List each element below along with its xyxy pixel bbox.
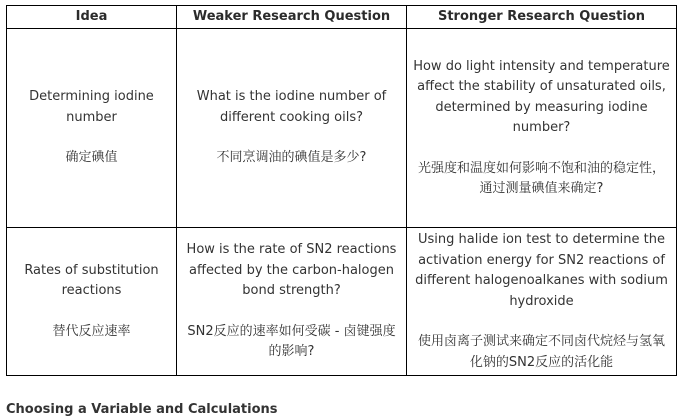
- header-idea: Idea: [7, 6, 177, 29]
- stronger-question-zh: 使用卤离子测试来确定不同卤代烷烃与氢氧化钠的SN2反应的活化能: [417, 334, 665, 370]
- stronger-question-en: Using halide ion test to determine the activation energy for SN2 reactions of different halogenoalkanes with sodium hydroxide: [415, 232, 668, 309]
- table-row: [7, 228, 677, 376]
- idea-cell: [7, 228, 177, 376]
- table-row: [7, 29, 677, 228]
- header-stronger-question: Stronger Research Question: [407, 6, 677, 29]
- idea-text-zh: 替代反应速率: [52, 323, 131, 339]
- idea-text-zh: 确定碘值: [65, 150, 118, 166]
- stronger-question-cell: [407, 29, 677, 228]
- stronger-question-cell: [407, 228, 677, 376]
- header-weaker-question: Weaker Research Question: [177, 6, 407, 29]
- idea-text-en: Rates of substitution reactions: [24, 262, 159, 299]
- weaker-question-zh: 不同烹调油的碘值是多少?: [216, 150, 367, 166]
- weaker-question-en: What is the iodine number of different cooking oils?: [196, 89, 387, 125]
- weaker-question-en: How is the rate of SN2 reactions affected by the carbon-halogen bond strength?: [186, 242, 397, 299]
- idea-text-en: Determining iodine number: [29, 89, 154, 125]
- stronger-question-en: How do light intensity and temperature affect the stability of unsaturated oils, determined by measuring iodine number?: [413, 58, 670, 135]
- weaker-question-cell: [177, 29, 407, 228]
- research-question-table: [6, 5, 677, 376]
- stronger-question-zh: 光强度和温度如何影响不饱和油的稳定性，通过测量碘值来确定?: [417, 160, 665, 196]
- idea-cell: [7, 29, 177, 228]
- header-row: [7, 6, 677, 29]
- section-heading-partial: Choosing a Variable and Calculations: [6, 402, 278, 417]
- weaker-question-cell: [177, 228, 407, 376]
- weaker-question-zh: SN2反应的速率如何受碳 - 卤键强度的影响?: [187, 323, 396, 360]
